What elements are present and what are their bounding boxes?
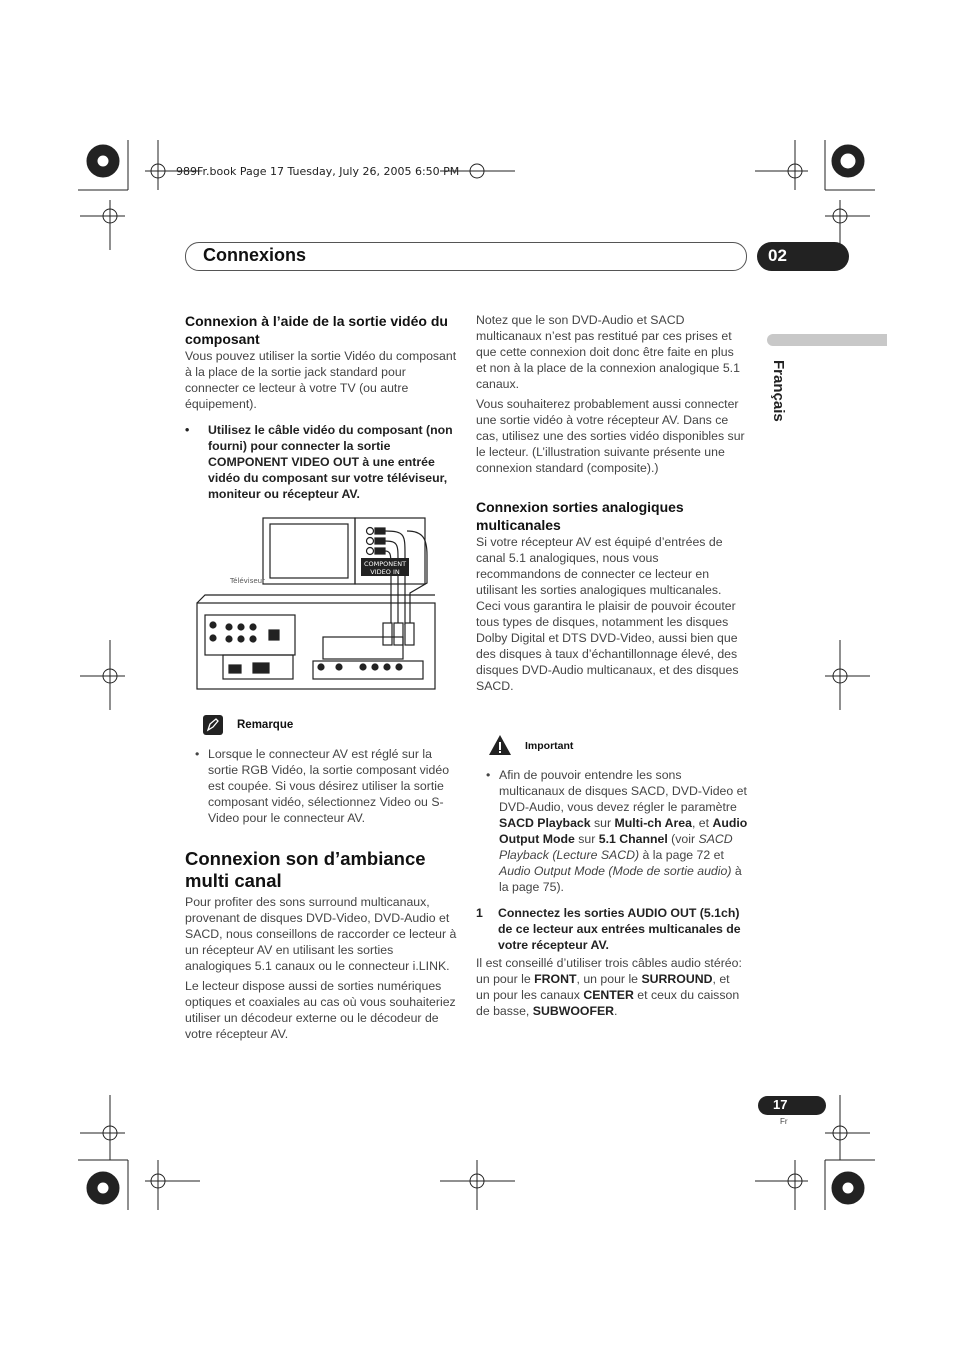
warning-icon xyxy=(488,734,512,756)
step-1-heading xyxy=(476,905,746,953)
note-block xyxy=(195,746,457,826)
surround-section xyxy=(185,848,457,1046)
language-label: Français xyxy=(770,360,787,422)
important-bullet-dot: • xyxy=(486,768,491,782)
para-analog-multichannel: Si votre récepteur AV est équipé d’entrées de canal 5.1 analogiques, nous vous recommandons de connecter ce lecteur en utilisant les sorties analogiques multicanales. Ceci vous garantira le plaisir de pouvoir écouter tous types de disques, notamment les disques Dolby Digital et DTS DVD-Video, aussi bien que des disques à taux d’échantillonnage élevé, des disques DVD-Audio multicanaux, et des disques SACD. xyxy=(476,535,739,693)
component-connection-diagram xyxy=(195,515,440,690)
note-bullet xyxy=(195,746,457,826)
jack-label-2: VIDEO IN xyxy=(370,568,400,576)
tv-label: Téléviseur xyxy=(230,577,265,585)
note-text: Lorsque le connecteur AV est réglé sur la sortie RGB Vidéo, la sortie composant vidéo est coupée. Si vous désirez utiliser la sortie composant vidéo, sélectionnez Video ou S-Video pour le connecteur AV. xyxy=(208,747,450,825)
para-multichannel-note: Notez que le son DVD-Audio et SACD multicanaux n’est pas restitué par ces prises et que cette connexion doit donc être faite en plus et non à la place de la connexion analogique 5.1 canaux. xyxy=(476,313,740,391)
para-surround-2: Le lecteur dispose aussi de sorties numériques optiques et coaxiales au cas où vous souhaiteriez utiliser un décodeur externe ou le décodeur de votre récepteur AV. xyxy=(185,979,456,1041)
para-component-video: Vous pouvez utiliser la sortie Vidéo du composant à la place de la sortie jack standard pour connecter ce lecteur à votre TV (ou autre équipement). xyxy=(185,349,457,411)
bullet-component-cable xyxy=(185,422,457,502)
important-block xyxy=(486,767,748,895)
step-1 xyxy=(476,905,746,1023)
step-1-text: Connectez les sorties AUDIO OUT (5.1ch) de ce lecteur aux entrées multicanales de votre récepteur AV. xyxy=(498,906,741,952)
bullet-dot: • xyxy=(185,423,190,437)
important-bullet xyxy=(486,767,748,895)
note-label: Remarque xyxy=(237,719,294,731)
step-1-body: Il est conseillé d’utiliser trois câbles audio stéréo: un pour le FRONT, un pour le SURROUND, et un pour les canaux CENTER et ceux du caisson de basse, SUBWOOFER. xyxy=(476,956,742,1018)
page-number: 17 xyxy=(773,1097,788,1112)
tv-screen xyxy=(270,524,348,578)
heading-surround: Connexion son d’ambiance multi canal xyxy=(185,848,426,891)
note-icon xyxy=(203,715,223,735)
left-column xyxy=(185,312,457,502)
print-header: 989Fr.book Page 17 Tuesday, July 26, 2005 6:50 PM xyxy=(176,165,460,178)
note-bullet-dot: • xyxy=(195,747,200,761)
important-text: Afin de pouvoir entendre les sons multicanaux de disques SACD, DVD-Video et DVD-Audio, vous devez régler le paramètre SACD Playback sur Multi-ch Area, et Audio Output Mode sur 5.1 Channel (voir SACD Playback (Lecture SACD) à la page 72 et Audio Output Mode (Mode de sortie audio) à la page 75). xyxy=(499,768,748,894)
para-surround-1: Pour profiter des sons surround multicanaux, provenant de disques DVD-Video, DVD-Audio et SACD, nous conseillons de raccorder ce lecteur à un récepteur AV en utilisant les sorties analogiques 5.1 canaux ou le connecteur i.LINK. xyxy=(185,895,457,973)
step-number: 1 xyxy=(476,906,483,920)
language-tab xyxy=(767,334,887,346)
page-number-badge xyxy=(758,1096,826,1115)
para-video-output: Vous souhaiterez probablement aussi connecter une sortie vidéo à votre récepteur AV. Dans ce cas, utilisez une des sorties vidéo disponibles sur le lecteur. (L’illustration suivante présente une connexion standard (composite).) xyxy=(476,397,745,475)
important-label: Important xyxy=(525,740,574,752)
page-title: Connexions xyxy=(203,245,307,265)
heading-analog-multichannel: Connexion sorties analogiques multicanales xyxy=(476,499,684,533)
jack-label-1: COMPONENT xyxy=(363,560,407,568)
chapter-number: 02 xyxy=(768,246,787,265)
page-language: Fr xyxy=(780,1117,788,1126)
right-column xyxy=(476,312,746,698)
heading-component-video: Connexion à l’aide de la sortie vidéo du composant xyxy=(185,313,448,347)
tv-frame xyxy=(263,518,355,584)
bullet-component-text: Utilisez le câble vidéo du composant (non fourni) pour connecter la sortie COMPONENT VIDEO OUT à une entrée vidéo du composant sur votre téléviseur, moniteur ou récepteur AV. xyxy=(208,423,453,501)
